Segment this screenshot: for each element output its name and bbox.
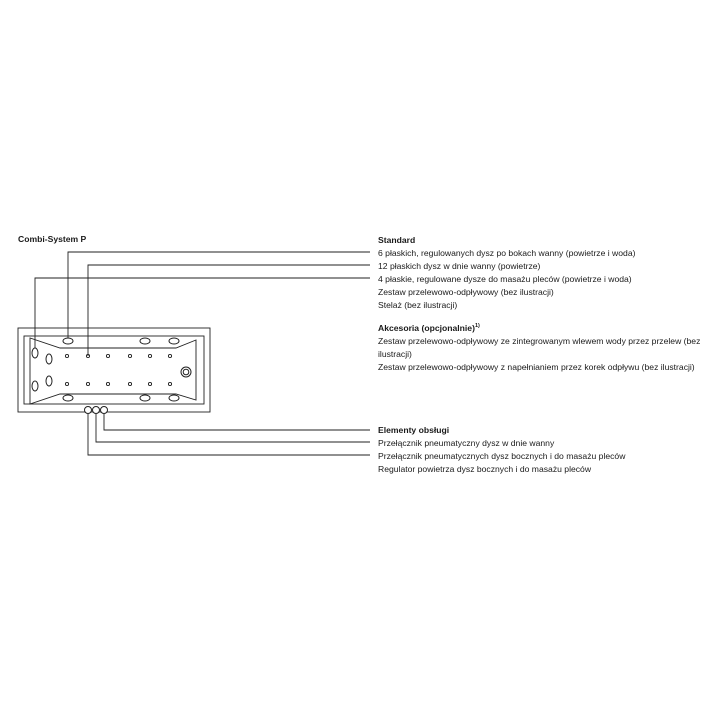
standard-item-5: Stelaż (bez ilustracji) [378,300,458,310]
side-jet-1 [63,338,73,344]
accessories-heading-text: Akcesoria (opcjonalnie) [378,323,475,333]
tub-floor [30,338,196,404]
control-buttons [85,407,108,414]
diagram-title: Combi-System P [18,234,87,244]
accessories-heading [378,322,480,335]
standard-item-1: 6 płaskich, regulowanych dysz po bokach wanny (powietrze i woda) [378,248,636,258]
drain [181,367,191,377]
back-jet-1 [32,348,38,358]
side-jet-3 [169,338,179,344]
side-jet-6 [169,395,179,401]
side-jet-2 [140,338,150,344]
accessories-item-1: Zestaw przelewowo-odpływowy ze zintegrowanym wlewem wody przez przelew (bez ilustracji) [378,336,701,359]
back-jet-2 [46,354,52,364]
floor-jets [65,354,171,385]
leader-lines [35,252,370,455]
controls-item-1: Przełącznik pneumatyczny dysz w dnie wanny [378,438,555,448]
control-button-3 [101,407,108,414]
standard-item-3: 4 płaskie, regulowane dysze do masażu pleców (powietrze i woda) [378,274,632,284]
back-jet-4 [46,376,52,386]
controls-item-3: Regulator powietrza dysz bocznych i do masażu pleców [378,464,592,474]
back-massage-jets [32,348,52,391]
standard-item-4: Zestaw przelewowo-odpływowy (bez ilustracji) [378,287,554,297]
accessories-footnote-marker: 1) [474,323,480,330]
controls-heading: Elementy obsługi [378,425,450,435]
controls-item-2: Przełącznik pneumatycznych dysz bocznych i do masażu pleców [378,451,626,461]
standard-heading: Standard [378,235,416,245]
side-jet-4 [63,395,73,401]
accessories-item-2: Zestaw przelewowo-odpływowy z napełnianiem przez korek odpływu (bez ilustracji) [378,362,695,372]
back-jet-3 [32,381,38,391]
control-button-1 [85,407,92,414]
side-jet-5 [140,395,150,401]
control-button-2 [93,407,100,414]
side-jets [63,338,179,401]
standard-item-2: 12 płaskich dysz w dnie wanny (powietrze) [378,261,541,271]
